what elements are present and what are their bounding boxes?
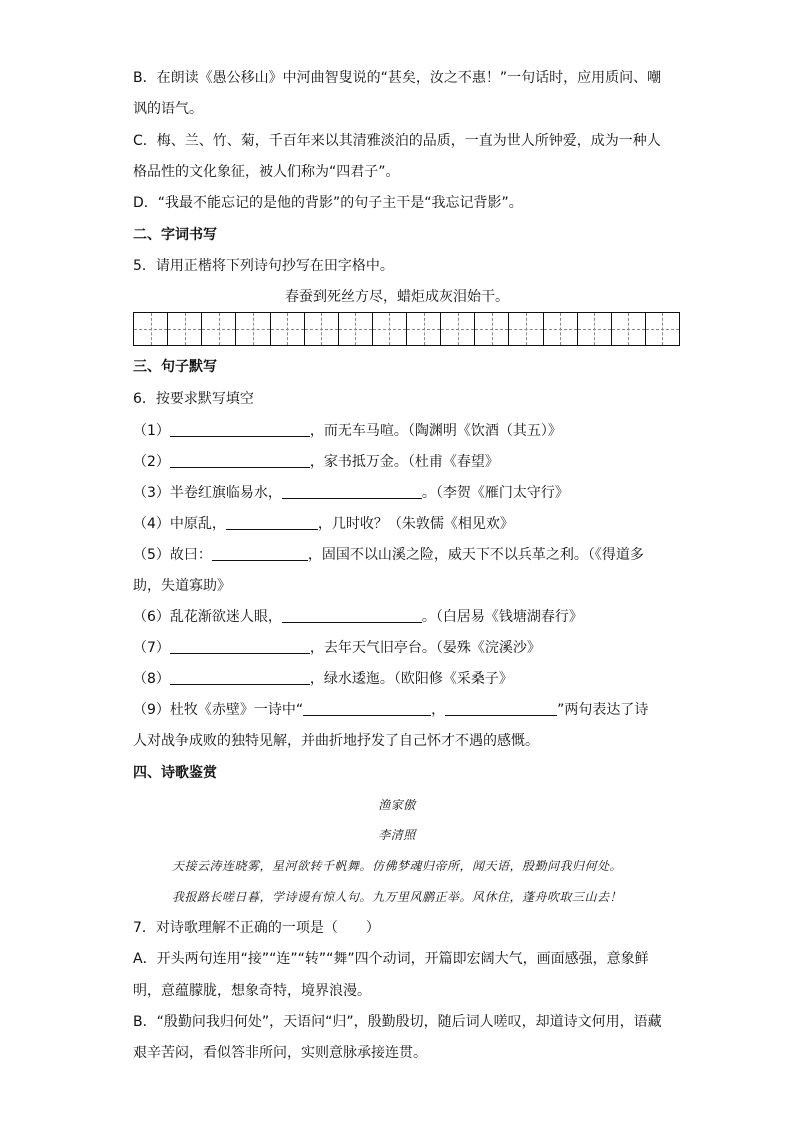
q4-option-c-line1: C．梅、兰、竹、菊，千百年来以其清雅淡泊的品质，一直为世人所钟爱，成为一种人 [133, 133, 661, 149]
q7-option-a-line1: A．开头两句连用“接”“连”“转”“舞”四个动词，开篇即宏阔大气，画面感强，意象鲜 [133, 951, 649, 967]
poem-title: 渔家傲 [378, 798, 416, 812]
section-title-word-writing: 二、字词书写 [133, 227, 217, 243]
tianzige-cell[interactable] [271, 313, 305, 345]
tianzige-cell[interactable] [407, 313, 441, 345]
poem-author: 李清照 [378, 828, 416, 842]
section-title-poetry-appreciation: 四、诗歌鉴赏 [133, 765, 217, 781]
tianzige-cell[interactable] [134, 313, 168, 345]
q6-item-4: （4）中原乱， ，几时收？（朱敦儒《相见欢》 [133, 516, 514, 532]
tianzige-cell[interactable] [202, 313, 236, 345]
q7-option-b-line1: B．“殷勤问我归何处”，天语问“归”，殷勤殷切，随后词人嗟叹，却道诗文何用，语藏 [133, 1014, 662, 1030]
answer-blank-1[interactable] [170, 421, 310, 437]
q6-item-2: （2） ，家书抵万金。（杜甫《春望》 [133, 454, 499, 470]
answer-blank-8[interactable] [170, 669, 310, 685]
section-title-sentence-dictation: 三、句子默写 [133, 359, 217, 375]
answer-blank-3[interactable] [282, 483, 422, 499]
answer-blank-7[interactable] [170, 638, 310, 654]
tianzige-cell[interactable] [441, 313, 475, 345]
q6-item-5: （5）故曰： ，固国不以山溪之险，威天下不以兵革之利。（《得道多 [133, 547, 644, 563]
q7-option-a-line2: 明，意蕴朦胧，想象奇特，境界浪漫。 [133, 983, 371, 999]
tianzige-cell[interactable] [339, 313, 373, 345]
poem-line-1: 天接云涛连晓雾，星河欲转千帆舞。仿佛梦魂归帝所，闻天语，殷勤问我归何处。 [171, 859, 622, 873]
poem-line-2: 我报路长嗟日暮，学诗谩有惊人句。九万里风鹏正举。风休住，蓬舟吹取三山去！ [171, 890, 622, 904]
q4-option-b-line1: B．在朗读《愚公移山》中河曲智叟说的“甚矣，汝之不惠！”一句话时，应用质问、嘲 [133, 70, 662, 86]
q6-item-5-line2: 助，失道寡助》 [133, 578, 231, 594]
answer-blank-2[interactable] [170, 452, 310, 468]
tianzige-cell[interactable] [578, 313, 612, 345]
tianzige-cell[interactable] [509, 313, 543, 345]
tianzige-cell[interactable] [305, 313, 339, 345]
answer-blank-5[interactable] [212, 545, 308, 561]
q6-item-7: （7） ，去年天气旧亭台。（晏殊《浣溪沙》 [133, 640, 541, 656]
tianzige-cell[interactable] [236, 313, 270, 345]
q7-prompt: 7．对诗歌理解不正确的一项是（ ） [133, 920, 380, 936]
q6-item-6: （6）乱花渐欲迷人眼， 。（白居易《钱塘湖春行》 [133, 609, 583, 625]
q7-option-b-line2: 艰辛苦闷，看似答非所问，实则意脉承接连贯。 [133, 1045, 427, 1061]
tianzige-cell[interactable] [544, 313, 578, 345]
q6-item-9-line2: 人对战争成败的独特见解，并曲折地抒发了自己怀才不遇的感慨。 [133, 733, 539, 749]
q6-item-8: （8） ，绿水逶迤。（欧阳修《采桑子》 [133, 671, 513, 687]
tianzige-cell[interactable] [168, 313, 202, 345]
tianzige-cell[interactable] [373, 313, 407, 345]
tianzige-cell[interactable] [475, 313, 509, 345]
q6-prompt: 6．按要求默写填空 [133, 391, 254, 407]
answer-blank-9a[interactable] [303, 700, 431, 716]
q6-item-3: （3）半卷红旗临易水， 。（李贺《雁门太守行》 [133, 485, 569, 501]
q6-item-9: （9）杜牧《赤壁》一诗中“ ， ”两句表达了诗 [133, 702, 649, 718]
q5-prompt: 5．请用正楷将下列诗句抄写在田字格中。 [133, 258, 394, 274]
q5-verse: 春蚕到死丝方尽，蜡炬成灰泪始干。 [285, 289, 509, 305]
q4-option-b-line2: 讽的语气。 [133, 101, 203, 117]
tianzige-cell[interactable] [612, 313, 646, 345]
answer-blank-4[interactable] [226, 514, 318, 530]
q4-option-d: D．“我最不能忘记的是他的背影”的句子主干是“我忘记背影”。 [133, 195, 523, 211]
answer-blank-6[interactable] [282, 607, 422, 623]
tianzige-cell[interactable] [646, 313, 679, 345]
tianzige-grid[interactable] [133, 312, 680, 346]
q6-item-1: （1） ，而无车马喧。（陶渊明《饮酒（其五）》 [133, 423, 562, 439]
q4-option-c-line2: 格品性的文化象征，被人们称为“四君子”。 [133, 164, 400, 180]
answer-blank-9b[interactable] [445, 700, 557, 716]
